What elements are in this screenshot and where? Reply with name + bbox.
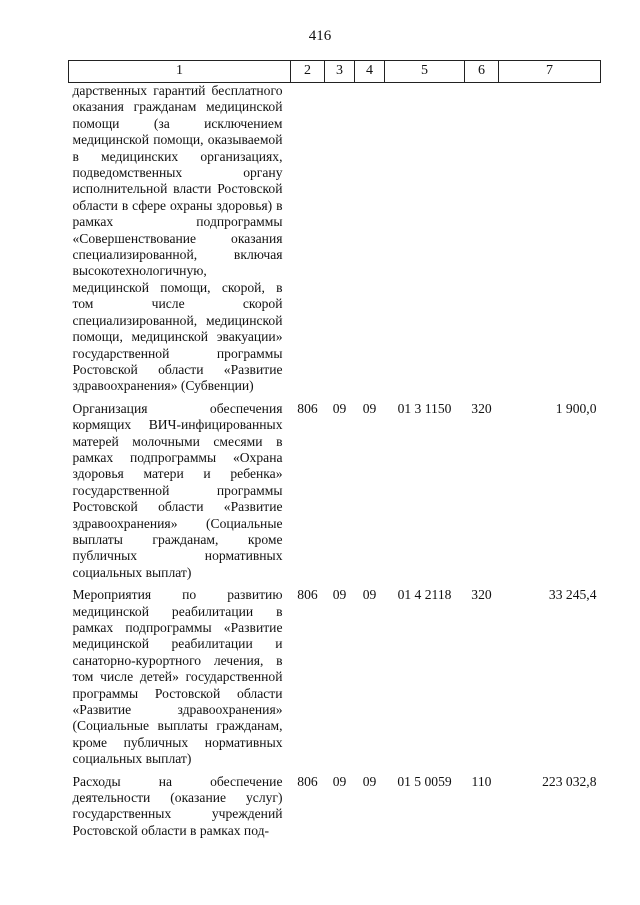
row-section: 806	[297, 773, 318, 789]
header-col-5: 5	[385, 61, 465, 83]
table-row	[69, 581, 601, 767]
row-target-code	[385, 83, 465, 395]
table-row	[69, 768, 601, 840]
row-description: Мероприятия по развитию медицинской реабилитации в рамках подпрограммы «Развитие медицинской реабилитации и санаторно-курортного лечения, в том числе детей» государственной программы Ростовской области «Развитие здравоохранения» (Социальные выплаты гражданам, кроме публичных нормативных социальных выплат)	[72, 587, 283, 767]
row-expense-type: 110	[471, 773, 492, 789]
row-amount: 33 245,4	[548, 587, 597, 603]
header-col-4: 4	[355, 61, 385, 83]
header-col-2: 2	[291, 61, 325, 83]
row-target-code: 01 5 0059	[397, 773, 452, 789]
row-subsection: 09	[332, 773, 347, 789]
row-item: 09	[362, 587, 377, 603]
row-item	[355, 83, 385, 395]
row-description: Расходы на обеспечение деятельности (оказание услуг) государственных учреждений Ростовской области в рамках под-	[72, 773, 283, 838]
row-amount: 1 900,0	[555, 400, 597, 416]
header-col-1: 1	[69, 61, 291, 83]
row-section: 806	[297, 587, 318, 603]
row-description: Организация обеспечения кормящих ВИЧ-инфицированных матерей молочными смесями в рамках подпрограммы «Охрана здоровья матери и ребенка» государственной программы Ростовской области «Развитие здравоохранения» (Социальные выплаты гражданам, кроме публичных нормативных социальных выплат)	[72, 400, 283, 580]
row-subsection: 09	[332, 400, 347, 416]
header-col-7: 7	[499, 61, 601, 83]
row-subsection: 09	[332, 587, 347, 603]
row-subsection	[325, 83, 355, 395]
row-amount	[499, 83, 601, 395]
row-description: дарственных гарантий бесплатного оказания гражданам медицинской помощи (за исключением медицинской помощи, оказываемой в медицинских организациях, подведомственных органу исполнительной власти Ростовской области в сфере охраны здоровья) в рамках подпрограммы «Совершенствование оказания специализированной, включая высокотехнологичную, медицинской помощи, скорой, в том числе скорой специализированной, медицинской помощи, медицинской эвакуации» государственной программы Ростовской области «Развитие здравоохранения» (Субвенции)	[72, 83, 283, 394]
header-col-3: 3	[325, 61, 355, 83]
table-row	[69, 83, 601, 395]
budget-table	[68, 60, 601, 839]
header-row	[69, 61, 601, 83]
row-amount: 223 032,8	[542, 773, 597, 789]
row-target-code: 01 4 2118	[397, 587, 452, 603]
page-number: 416	[308, 28, 332, 44]
row-target-code: 01 3 1150	[397, 400, 452, 416]
table-row	[69, 395, 601, 581]
row-item: 09	[362, 773, 377, 789]
row-item: 09	[362, 400, 377, 416]
row-section	[291, 83, 325, 395]
row-expense-type: 320	[471, 400, 492, 416]
row-expense-type: 320	[471, 587, 492, 603]
row-expense-type	[465, 83, 499, 395]
header-col-6: 6	[465, 61, 499, 83]
row-section: 806	[297, 400, 318, 416]
